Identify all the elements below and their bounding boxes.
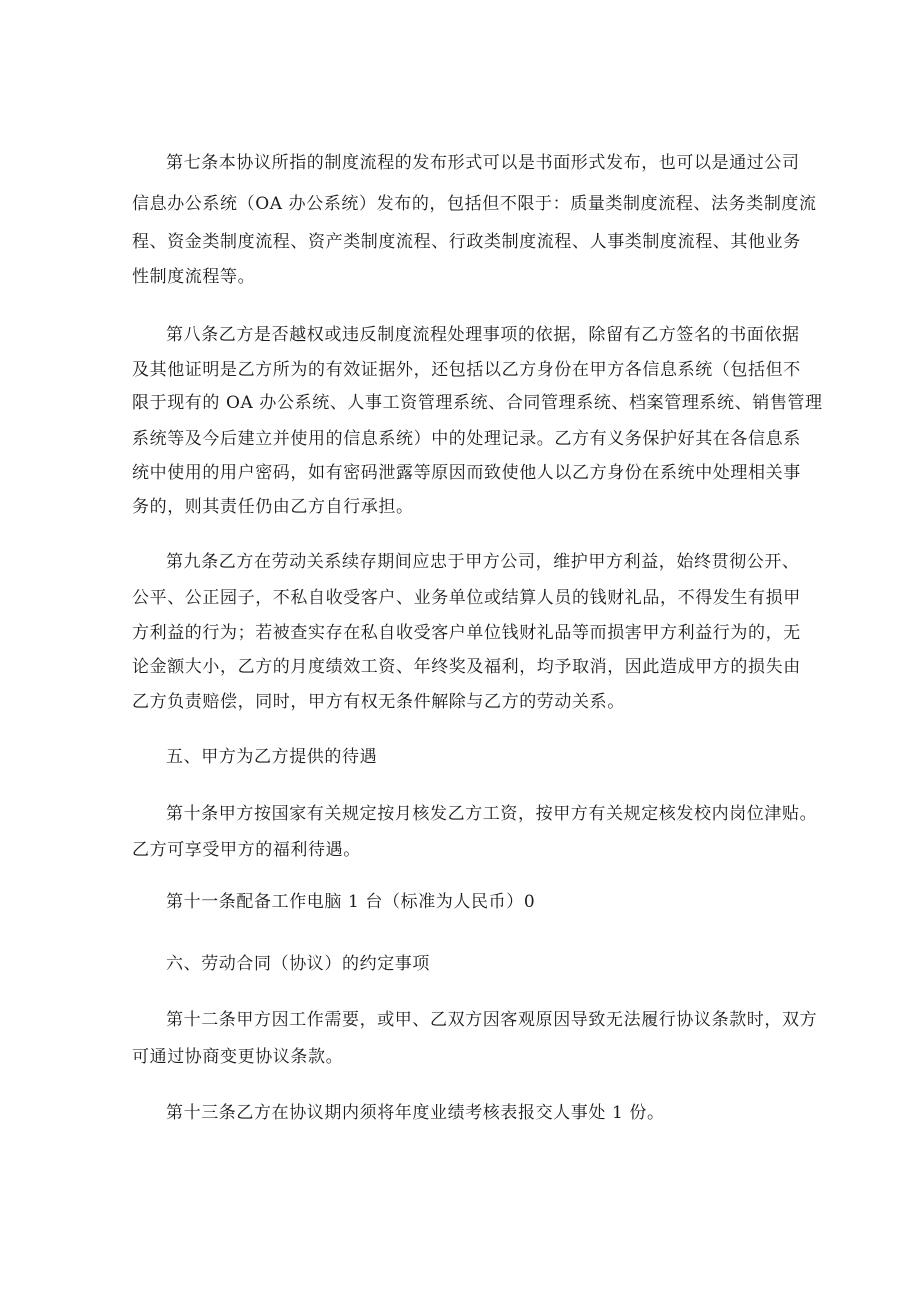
section-5-heading: 五、甲方为乙方提供的待遇: [166, 747, 378, 767]
article-8-line-6: 务的，则其责任仍由乙方自行承担。: [132, 497, 414, 517]
article-7-line-1: 第七条本协议所指的制度流程的发布形式可以是书面形式发布，也可以是通过公司: [166, 153, 800, 173]
article-9-line-1: 第九条乙方在劳动关系续存期间应忠于甲方公司，维护甲方利益，始终贯彻公开、: [166, 552, 800, 572]
article-9-line-3: 方利益的行为；若被查实存在私自收受客户单位钱财礼品等而损害甲方利益行为的，无: [132, 623, 801, 643]
article-8-line-2: 及其他证明是乙方所为的有效证据外，还包括以乙方身份在甲方各信息系统（包括但不: [132, 360, 801, 380]
article-12-line-1: 第十二条甲方因工作需要，或甲、乙双方因客观原因导致无法履行协议条款时，双方: [166, 1010, 818, 1030]
article-12-line-2: 可通过协商变更协议条款。: [132, 1047, 344, 1067]
article-13-line-1: 第十三条乙方在协议期内须将年度业绩考核表报交人事处 1 份。: [166, 1103, 665, 1123]
article-11-line-1: 第十一条配备工作电脑 1 台（标准为人民币）0: [166, 892, 536, 912]
article-9-line-5: 乙方负责赔偿，同时，甲方有权无条件解除与乙方的劳动关系。: [132, 692, 625, 712]
article-7-line-3: 程、资金类制度流程、资产类制度流程、行政类制度流程、人事类制度流程、其他业务: [132, 232, 801, 252]
article-8-line-3: 限于现有的 OA 办公系统、人事工资管理系统、合同管理系统、档案管理系统、销售管理: [132, 393, 823, 413]
article-7-line-2: 信息办公系统（OA 办公系统）发布的，包括但不限于：质量类制度流程、法务类制度流: [132, 194, 817, 214]
article-8-line-4: 系统等及今后建立并使用的信息系统）中的处理记录。乙方有义务保护好其在各信息系: [132, 429, 801, 449]
article-10-line-1: 第十条甲方按国家有关规定按月核发乙方工资，按甲方有关规定核发校内岗位津贴。: [166, 804, 818, 824]
article-8-line-1: 第八条乙方是否越权或违反制度流程处理事项的依据，除留有乙方签名的书面依据: [166, 325, 800, 345]
article-9-line-2: 公平、公正园子，不私自收受客户、业务单位或结算人员的钱财礼品，不得发生有损甲: [132, 588, 801, 608]
article-7-line-4: 性制度流程等。: [132, 267, 256, 287]
section-6-heading: 六、劳动合同（协议）的约定事项: [166, 954, 430, 974]
article-8-line-5: 统中使用的用户密码，如有密码泄露等原因而致使他人以乙方身份在系统中处理相关事: [132, 463, 801, 483]
article-10-line-2: 乙方可享受甲方的福利待遇。: [132, 840, 361, 860]
article-9-line-4: 论金额大小，乙方的月度绩效工资、年终奖及福利，均予取消，因此造成甲方的损失由: [132, 657, 801, 677]
